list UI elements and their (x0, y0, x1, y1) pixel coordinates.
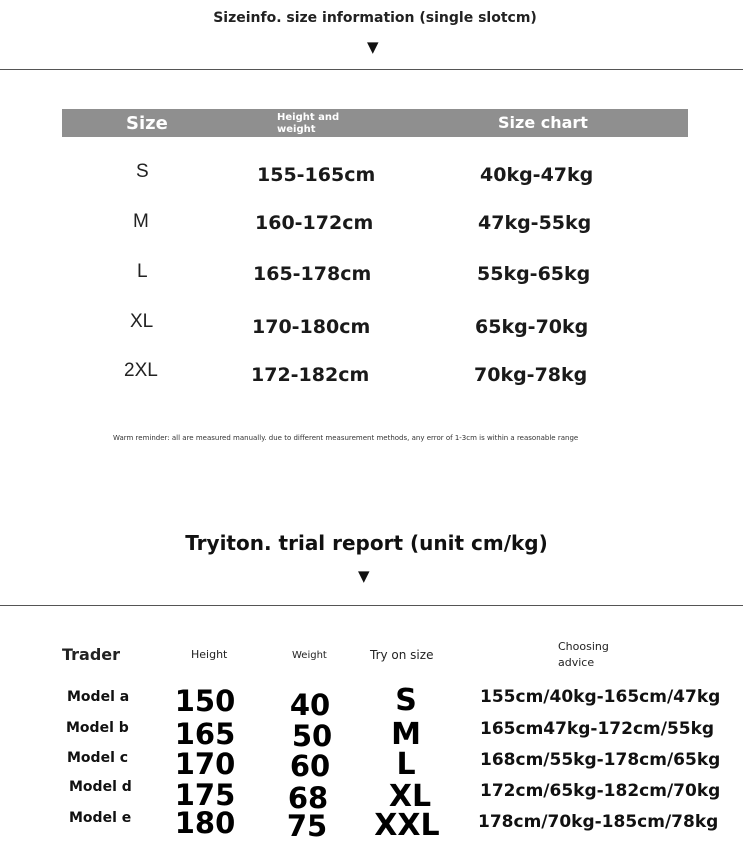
choosing-advice: 165cm47kg-172cm/55kg (480, 719, 715, 739)
try-on-size: S (395, 683, 417, 718)
try-on-size: XXL (374, 808, 440, 843)
weight-range: 65kg-70kg (475, 316, 589, 338)
height-range: 160-172cm (255, 212, 374, 234)
weight-range: 40kg-47kg (480, 164, 594, 186)
header-choosing-advice: Choosing (558, 640, 609, 653)
try-on-size: XL (388, 779, 432, 814)
weight-range: 47kg-55kg (478, 212, 592, 234)
weight-range: 55kg-65kg (477, 263, 591, 285)
size-label: XL (130, 311, 154, 332)
size-label: L (137, 261, 148, 282)
down-arrow-icon: ▼ (358, 567, 370, 585)
height-range: 165-178cm (253, 263, 372, 285)
model-name: Model e (69, 810, 132, 826)
down-arrow-icon: ▼ (367, 38, 379, 56)
header-size-chart: Size chart (498, 113, 588, 132)
model-name: Model a (67, 689, 130, 705)
height-range: 172-182cm (251, 364, 370, 386)
model-name: Model c (67, 750, 129, 766)
divider (0, 69, 743, 70)
model-height: 175 (174, 778, 236, 812)
model-weight: 68 (287, 781, 329, 815)
height-range: 170-180cm (252, 316, 371, 338)
size-info-title: Sizeinfo. size information (single slotcm) (213, 10, 537, 26)
try-on-size: L (396, 747, 416, 782)
trial-report-title: Tryiton. trial report (unit cm/kg) (185, 531, 548, 555)
header-weight: Weight (292, 650, 327, 661)
warm-reminder: Warm reminder: all are measured manually. due to different measurement methods, any error of 1-3cm is within a reasonable range (113, 434, 579, 442)
choosing-advice: 168cm/55kg-178cm/65kg (480, 750, 721, 770)
divider (0, 605, 743, 606)
choosing-advice: 172cm/65kg-182cm/70kg (480, 781, 721, 801)
model-weight: 40 (289, 688, 331, 722)
model-height: 170 (174, 747, 236, 781)
header-size: Size (126, 113, 168, 134)
header-height-weight: Height and weight (277, 112, 340, 135)
model-weight: 50 (291, 719, 333, 753)
model-name: Model b (66, 720, 129, 736)
weight-range: 70kg-78kg (474, 364, 588, 386)
header-trader: Trader (62, 645, 121, 664)
try-on-size: M (391, 717, 421, 752)
size-label: S (136, 161, 149, 182)
choosing-advice: 178cm/70kg-185cm/78kg (478, 812, 719, 832)
size-label: 2XL (124, 360, 158, 381)
height-range: 155-165cm (257, 164, 376, 186)
header-choosing-advice: advice (558, 656, 595, 669)
model-height: 165 (174, 717, 236, 751)
choosing-advice: 155cm/40kg-165cm/47kg (480, 687, 721, 707)
header-try-on-size: Try on size (370, 648, 434, 662)
size-label: M (133, 211, 149, 232)
model-weight: 60 (289, 749, 331, 783)
model-height: 150 (174, 684, 236, 718)
header-height: Height (191, 648, 228, 661)
model-height: 180 (174, 806, 236, 840)
model-weight: 75 (286, 809, 328, 843)
model-name: Model d (69, 779, 132, 795)
